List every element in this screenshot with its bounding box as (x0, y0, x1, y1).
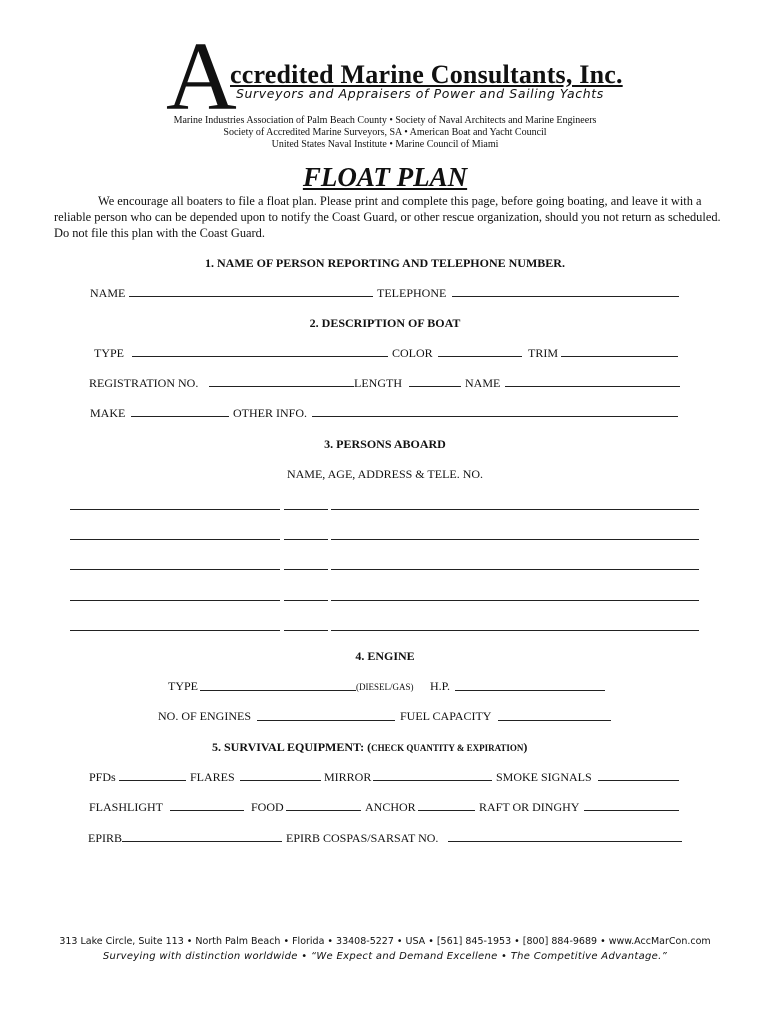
reporter-name-field[interactable] (129, 296, 373, 297)
page-title: FLOAT PLAN (302, 162, 468, 192)
person-4-age-field[interactable] (284, 600, 328, 601)
fuel-capacity-field[interactable] (498, 720, 611, 721)
mirror-field[interactable] (373, 780, 492, 781)
flashlight-label: FLASHLIGHT (89, 800, 163, 814)
person-3-age-field[interactable] (284, 569, 328, 570)
length-label: LENGTH (354, 376, 402, 390)
make-label: MAKE (90, 406, 126, 420)
logo-letter-a: A (166, 23, 237, 131)
person-1-age-field[interactable] (284, 509, 328, 510)
telephone-field[interactable] (452, 296, 679, 297)
boat-trim-field[interactable] (561, 356, 678, 357)
horsepower-field[interactable] (455, 690, 605, 691)
person-5-age-field[interactable] (284, 630, 328, 631)
association-line-2: Society of Accredited Marine Surveyors, SA • American Boat and Yacht Council (223, 127, 547, 138)
flares-field[interactable] (240, 780, 321, 781)
epirb-cospas-label: EPIRB COSPAS/SARSAT NO. (286, 831, 439, 845)
person-5-name-field[interactable] (70, 630, 280, 631)
boat-type-field[interactable] (132, 356, 388, 357)
boat-trim-label: TRIM (528, 346, 558, 360)
diesel-gas-note: (DIESEL/GAS) (356, 682, 414, 692)
section4-heading: 4. ENGINE (355, 649, 415, 663)
intro-paragraph: We encourage all boaters to file a float plan. Please print and complete this page, before going boating, and leave it with a reliable person who can be depended upon to notify the Coast Guard, or other rescue organization, should you not return as scheduled. Do not file this plan with the Coast Guard. (54, 194, 721, 240)
anchor-field[interactable] (418, 810, 475, 811)
person-5-address-field[interactable] (331, 630, 699, 631)
reporter-name-label: NAME (90, 286, 126, 300)
boat-name-field[interactable] (505, 386, 680, 387)
boat-color-field[interactable] (438, 356, 522, 357)
fuel-capacity-label: FUEL CAPACITY (400, 709, 492, 723)
section1-heading: 1. NAME OF PERSON REPORTING AND TELEPHONE NUMBER. (205, 256, 565, 270)
boat-type-label: TYPE (94, 346, 124, 360)
section3-heading: 3. PERSONS ABOARD (324, 437, 446, 451)
epirb-cospas-field[interactable] (448, 841, 682, 842)
mirror-label: MIRROR (324, 770, 372, 784)
smoke-signals-field[interactable] (598, 780, 679, 781)
association-line-3: United States Naval Institute • Marine Council of Miami (271, 139, 499, 150)
person-3-name-field[interactable] (70, 569, 280, 570)
anchor-label: ANCHOR (365, 800, 416, 814)
other-info-field[interactable] (312, 416, 678, 417)
association-line-1: Marine Industries Association of Palm Beach County • Society of Naval Architects and Marine Engineers (173, 115, 597, 126)
length-field[interactable] (409, 386, 461, 387)
other-info-label: OTHER INFO. (233, 406, 307, 420)
section5-note-close: ) (523, 740, 528, 754)
pfds-label: PFDs (89, 770, 116, 784)
food-label: FOOD (251, 800, 284, 814)
epirb-label: EPIRB (88, 831, 123, 845)
person-2-age-field[interactable] (284, 539, 328, 540)
flashlight-field[interactable] (170, 810, 244, 811)
persons-subheading: NAME, AGE, ADDRESS & TELE. NO. (286, 467, 484, 481)
person-4-name-field[interactable] (70, 600, 280, 601)
smoke-signals-label: SMOKE SIGNALS (496, 770, 592, 784)
engine-type-field[interactable] (200, 690, 356, 691)
food-field[interactable] (286, 810, 361, 811)
footer-address: 313 Lake Circle, Suite 113 • North Palm Beach • Florida • 33408-5227 • USA • [561] 845-1953 • [800] 884-9689 • www.AccMarCon.com (59, 936, 711, 947)
person-4-address-field[interactable] (331, 600, 699, 601)
section5-note-open: ( (367, 740, 372, 754)
footer-slogan: Surveying with distinction worldwide • “We Expect and Demand Excellene • The Competitive Advantage.” (102, 951, 668, 962)
section5-note: CHECK QUANTITY & EXPIRATION (371, 743, 524, 753)
boat-name-label: NAME (465, 376, 501, 390)
registration-field[interactable] (209, 386, 354, 387)
raft-dinghy-field[interactable] (584, 810, 679, 811)
registration-label: REGISTRATION NO. (89, 376, 199, 390)
number-of-engines-label: NO. OF ENGINES (158, 709, 251, 723)
number-of-engines-field[interactable] (257, 720, 395, 721)
horsepower-label: H.P. (430, 679, 451, 693)
person-2-address-field[interactable] (331, 539, 699, 540)
company-tagline: Surveyors and Appraisers of Power and Sailing Yachts (236, 86, 604, 101)
raft-dinghy-label: RAFT OR DINGHY (479, 800, 580, 814)
section5-heading (212, 740, 527, 755)
section5-heading-text: 5. SURVIVAL EQUIPMENT: (212, 740, 365, 754)
person-1-address-field[interactable] (331, 509, 699, 510)
engine-type-label: TYPE (168, 679, 198, 693)
boat-color-label: COLOR (392, 346, 433, 360)
epirb-field[interactable] (122, 841, 282, 842)
company-name: ccredited Marine Consultants, Inc. (230, 60, 623, 89)
pfds-field[interactable] (119, 780, 186, 781)
person-1-name-field[interactable] (70, 509, 280, 510)
person-2-name-field[interactable] (70, 539, 280, 540)
telephone-label: TELEPHONE (377, 286, 447, 300)
make-field[interactable] (131, 416, 229, 417)
section2-heading: 2. DESCRIPTION OF BOAT (309, 316, 461, 330)
person-3-address-field[interactable] (331, 569, 699, 570)
flares-label: FLARES (190, 770, 235, 784)
